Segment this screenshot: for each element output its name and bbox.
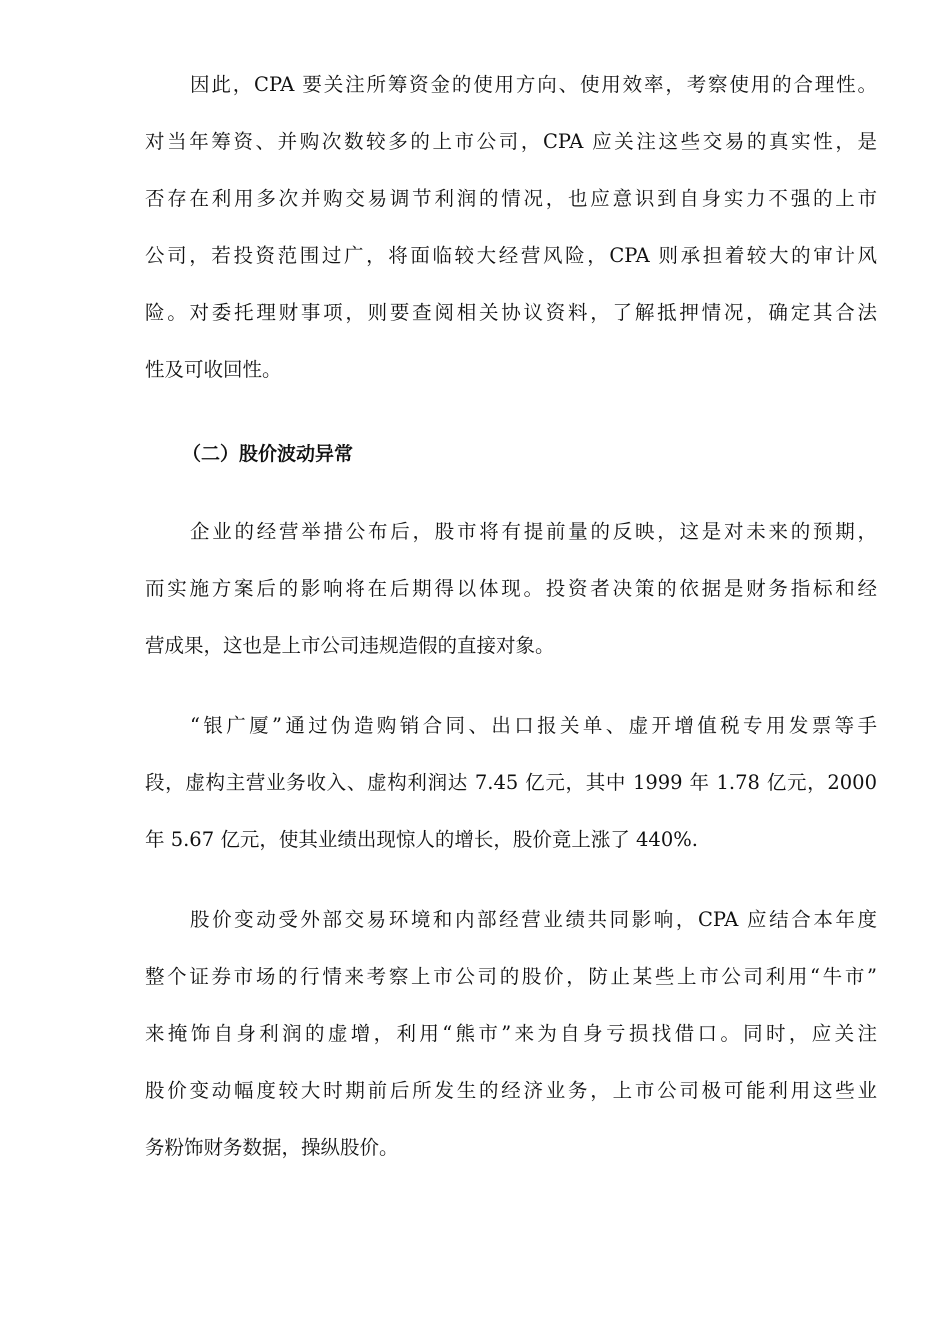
text-line: 来掩饰自身利润的虚增，利用“熊市”来为自身亏损找借口。同时，应关注 <box>145 1022 877 1045</box>
text-line: 性及可收回性。 <box>145 358 282 381</box>
text-line: 段，虚构主营业务收入、虚构利润达 7.45 亿元，其中 1999 年 1.78 亿元，2000 <box>145 771 877 794</box>
text-line: 股价变动幅度较大时期前后所发生的经济业务，上市公司极可能利用这些业 <box>145 1079 877 1102</box>
text-line: 年 5.67 亿元，使其业绩出现惊人的增长，股价竟上涨了 440%. <box>145 828 698 851</box>
text-line: 公司，若投资范围过广，将面临较大经营风险，CPA 则承担着较大的审计风 <box>145 244 877 267</box>
text-line: 营成果，这也是上市公司违规造假的直接对象。 <box>145 634 555 657</box>
text-line: “银广厦”通过伪造购销合同、出口报关单、虚开增值税专用发票等手 <box>190 714 877 737</box>
text-line: 务粉饰财务数据，操纵股价。 <box>145 1136 399 1159</box>
text-line: 因此，CPA 要关注所筹资金的使用方向、使用效率，考察使用的合理性。 <box>190 73 877 96</box>
text-line: 整个证券市场的行情来考察上市公司的股价，防止某些上市公司利用“牛市” <box>145 965 877 988</box>
text-line: 而实施方案后的影响将在后期得以体现。投资者决策的依据是财务指标和经 <box>145 577 877 600</box>
text-line: 企业的经营举措公布后，股市将有提前量的反映，这是对未来的预期， <box>190 520 877 543</box>
text-line: 对当年筹资、并购次数较多的上市公司，CPA 应关注这些交易的真实性，是 <box>145 130 877 153</box>
text-line: 险。对委托理财事项，则要查阅相关协议资料，了解抵押情况，确定其合法 <box>145 301 877 324</box>
section-heading: （二）股价波动异常 <box>182 443 354 465</box>
text-line: 股价变动受外部交易环境和内部经营业绩共同影响，CPA 应结合本年度 <box>190 908 877 931</box>
text-line: 否存在利用多次并购交易调节利润的情况，也应意识到自身实力不强的上市 <box>145 187 877 210</box>
